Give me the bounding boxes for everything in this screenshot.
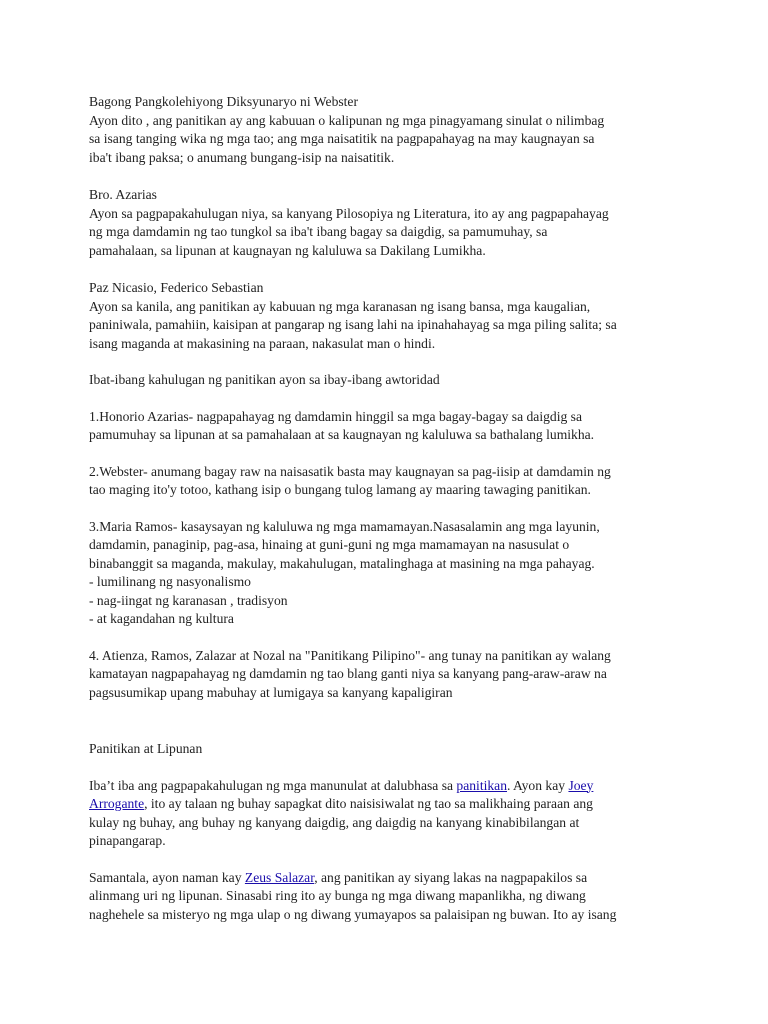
section-nicasio bbox=[89, 279, 689, 353]
text-line: tao maging ito'y totoo, kathang isip o bungang tulog lamang ay maaring tawaging panitikan. bbox=[89, 482, 591, 497]
text-line: 4. Atienza, Ramos, Zalazar at Nozal na "Panitikang Pilipino"- ang tunay na panitikan ay walang bbox=[89, 647, 611, 663]
link-joey-arrogante-part1[interactable]: Joey bbox=[568, 777, 594, 793]
text-line: 3.Maria Ramos- kasaysayan ng kaluluwa ng mga mamamayan.Nasasalamin ang mga layunin, bbox=[89, 518, 600, 534]
list-item bbox=[89, 408, 689, 445]
text-line: alinmang uri ng lipunan. Sinasabi ring ito ay bunga ng mga diwang mapanlikha, ng diwang bbox=[89, 888, 586, 903]
link-zeus-salazar[interactable]: Zeus Salazar bbox=[244, 869, 315, 885]
bullet-line: - at kagandahan ng kultura bbox=[89, 611, 234, 626]
text-line: Ayon dito , ang panitikan ay ang kabuuan o kalipunan ng mga pinagyamang sinulat o nilimbag bbox=[89, 112, 605, 128]
text-line: Ayon sa kanila, ang panitikan ay kabuuan ng mga karanasan ng isang bansa, mga kaugalian, bbox=[89, 298, 591, 314]
text-line: damdamin, panaginip, pag-asa, hinaing at guni-guni ng mga mamamayan na nasusulat o bbox=[89, 537, 570, 552]
text-line: Ayon sa pagpapakahulugan niya, sa kanyang Pilosopiya ng Literatura, ito ay ang pagpapahayag bbox=[89, 205, 609, 221]
section-heading: Paz Nicasio, Federico Sebastian bbox=[89, 280, 264, 295]
list-item bbox=[89, 463, 689, 500]
text-line bbox=[89, 777, 689, 796]
text-line bbox=[89, 795, 689, 814]
text-line: iba't ibang paksa; o anumang bungang-isip na naisatitik. bbox=[89, 149, 395, 165]
text-line: sa isang tanging wika ng mga tao; ang mga naisatitik na pagpapahayag na may kaugnayan sa bbox=[89, 131, 595, 146]
text-line: naghehele sa misteryo ng mga ulap o ng diwang yumayapos sa palaisipan ng buwan. Ito ay isang bbox=[89, 906, 617, 922]
section-webster bbox=[89, 93, 689, 167]
text-fragment: Samantala, ayon naman kay bbox=[89, 869, 245, 885]
text-line: binabanggit sa maganda, makulay, makahulugan, matalinghaga at masining na mga pahayag. bbox=[89, 555, 595, 571]
text-fragment: . Ayon kay bbox=[507, 777, 569, 793]
text-fragment: , ito ay talaan ng buhay sapagkat dito naisisiwalat ng tao sa malikhaing paraan ang bbox=[144, 796, 593, 811]
text-line: ng mga damdamin ng tao tungkol sa iba't ibang bagay sa daigdig, sa pamumuhay, sa bbox=[89, 224, 548, 239]
text-line: paniniwala, pamahiin, kaisipan at pangarap ng isang lahi na ipinahahayag sa mga piling salita; sa bbox=[89, 317, 617, 332]
list-item bbox=[89, 647, 689, 703]
text-line: isang maganda at makasining na paraan, nakasulat man o hindi. bbox=[89, 335, 436, 351]
text-fragment: Iba’t iba ang pagpapakahulugan ng mga manunulat at dalubhasa sa bbox=[89, 777, 457, 793]
section-heading: Bagong Pangkolehiyong Diksyunaryo ni Webster bbox=[89, 94, 358, 109]
text-line: kulay ng buhay, ang buhay ng kanyang daigdig, ang daigdig na kanyang kinabibilangan at bbox=[89, 814, 580, 830]
bullet-line: - nag-iingat ng karanasan , tradisyon bbox=[89, 592, 288, 608]
text-line: pagsusumikap upang mabuhay at lumigaya sa kanyang kapaligiran bbox=[89, 684, 453, 700]
text-line: 1.Honorio Azarias- nagpapahayag ng damdamin hinggil sa mga bagay-bagay sa daigdig sa bbox=[89, 408, 583, 424]
section-heading-ibat: Ibat-ibang kahulugan ng panitikan ayon sa ibay-ibang awtoridad bbox=[89, 372, 440, 387]
text-fragment: , ang panitikan ay siyang lakas na nagpapakilos sa bbox=[314, 869, 588, 885]
section-heading: Bro. Azarias bbox=[89, 187, 157, 202]
text-line: 2.Webster- anumang bagay raw na naisasatik basta may kaugnayan sa pag-iisip at damdamin ng bbox=[89, 463, 611, 479]
text-line bbox=[89, 869, 689, 888]
section-heading-lipunan: Panitikan at Lipunan bbox=[89, 741, 203, 756]
text-line: pamumuhay sa lipunan at sa pamahalaan at sa kaugnayan ng kaluluwa sa bathalang lumikha. bbox=[89, 427, 595, 442]
link-joey-arrogante-part2[interactable]: Arrogante bbox=[89, 796, 145, 811]
paragraph-lipunan-1 bbox=[89, 777, 689, 851]
text-line: kamatayan nagpapahayag ng damdamin ng tao blang ganti niya sa kanyang pang-araw-araw na bbox=[89, 666, 607, 681]
paragraph-lipunan-2 bbox=[89, 869, 689, 925]
document-body bbox=[89, 93, 689, 924]
text-line: pamahalaan, sa lipunan at kaugnayan ng kaluluwa sa Dakilang Lumikha. bbox=[89, 242, 486, 258]
bullet-line: - lumilinang ng nasyonalismo bbox=[89, 574, 251, 589]
link-panitikan[interactable]: panitikan bbox=[456, 777, 508, 793]
section-azarias bbox=[89, 186, 689, 260]
text-line: pinapangarap. bbox=[89, 833, 166, 848]
list-item bbox=[89, 518, 689, 629]
